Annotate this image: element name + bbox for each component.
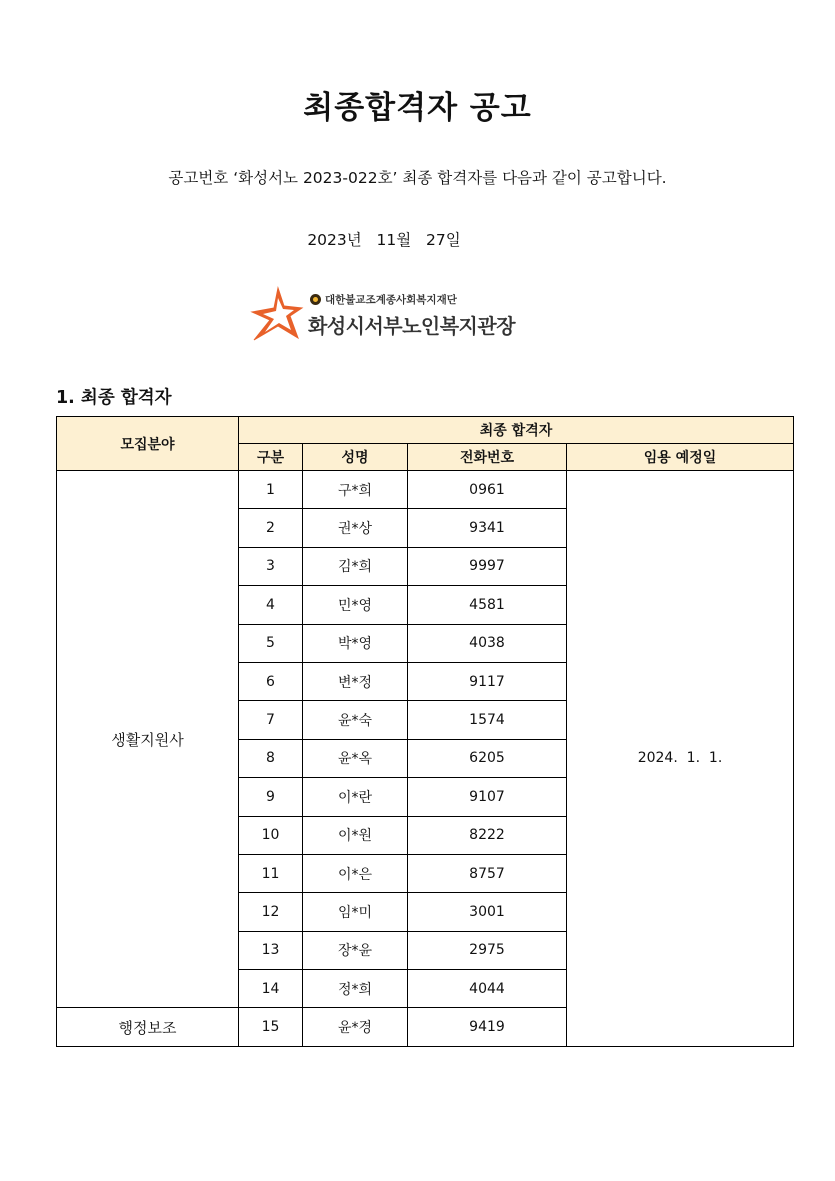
notice-text: 공고번호 ‘화성서노 2023-022호’ 최종 합격자를 다음과 같이 공고합니다. — [168, 169, 667, 187]
table-body — [57, 471, 794, 1047]
field-cell: 생활지원사 — [57, 471, 239, 1008]
header-name: 성명 — [303, 444, 408, 471]
page-title: 최종합격자 공고 — [303, 90, 532, 126]
logo-org-text: 대한불교조계종사회복지재단 — [325, 294, 457, 306]
cell-name: 변*정 — [303, 662, 408, 700]
header-group: 최종 합격자 — [239, 417, 794, 444]
cell-no: 10 — [239, 816, 303, 854]
cell-name: 김*희 — [303, 547, 408, 585]
notice-date: 2023년 11월 27일 — [307, 231, 461, 249]
cell-name: 구*희 — [303, 471, 408, 509]
star-logo-icon — [248, 286, 304, 344]
field-cell: 행정보조 — [57, 1008, 239, 1046]
cell-no: 11 — [239, 854, 303, 892]
cell-phone: 1574 — [408, 701, 567, 739]
logo-name: 화성시서부노인복지관장 — [308, 314, 516, 338]
table-row — [57, 471, 794, 509]
cell-phone: 9117 — [408, 662, 567, 700]
cell-name: 윤*옥 — [303, 739, 408, 777]
cell-phone: 9107 — [408, 778, 567, 816]
cell-no: 14 — [239, 970, 303, 1008]
cell-no: 6 — [239, 662, 303, 700]
cell-phone: 3001 — [408, 893, 567, 931]
section-title: 1. 최종 합격자 — [56, 388, 172, 408]
cell-name: 박*영 — [303, 624, 408, 662]
cell-phone: 6205 — [408, 739, 567, 777]
cell-name: 이*은 — [303, 854, 408, 892]
cell-name: 이*원 — [303, 816, 408, 854]
cell-no: 15 — [239, 1008, 303, 1046]
cell-no: 2 — [239, 509, 303, 547]
cell-no: 7 — [239, 701, 303, 739]
temple-mark-icon — [310, 294, 321, 305]
cell-phone: 9997 — [408, 547, 567, 585]
cell-no: 8 — [239, 739, 303, 777]
header-no: 구분 — [239, 444, 303, 471]
cell-phone: 0961 — [408, 471, 567, 509]
final-applicants-table — [56, 416, 794, 1047]
cell-name: 민*영 — [303, 586, 408, 624]
organization-logo — [248, 286, 538, 344]
cell-no: 12 — [239, 893, 303, 931]
cell-phone: 4581 — [408, 586, 567, 624]
cell-name: 정*희 — [303, 970, 408, 1008]
cell-phone: 2975 — [408, 931, 567, 969]
cell-name: 장*윤 — [303, 931, 408, 969]
header-start-date: 임용 예정일 — [567, 444, 794, 471]
start-date-cell: 2024. 1. 1. — [567, 471, 794, 1047]
header-field: 모집분야 — [57, 417, 239, 471]
cell-no: 4 — [239, 586, 303, 624]
cell-phone: 4038 — [408, 624, 567, 662]
cell-no: 1 — [239, 471, 303, 509]
cell-name: 권*상 — [303, 509, 408, 547]
cell-no: 9 — [239, 778, 303, 816]
cell-phone: 8757 — [408, 854, 567, 892]
cell-name: 임*미 — [303, 893, 408, 931]
cell-no: 3 — [239, 547, 303, 585]
cell-no: 5 — [239, 624, 303, 662]
cell-phone: 9419 — [408, 1008, 567, 1046]
logo-org — [310, 292, 457, 307]
cell-no: 13 — [239, 931, 303, 969]
cell-name: 윤*숙 — [303, 701, 408, 739]
cell-name: 이*란 — [303, 778, 408, 816]
cell-phone: 9341 — [408, 509, 567, 547]
cell-phone: 4044 — [408, 970, 567, 1008]
header-phone: 전화번호 — [408, 444, 567, 471]
cell-phone: 8222 — [408, 816, 567, 854]
cell-name: 윤*경 — [303, 1008, 408, 1046]
